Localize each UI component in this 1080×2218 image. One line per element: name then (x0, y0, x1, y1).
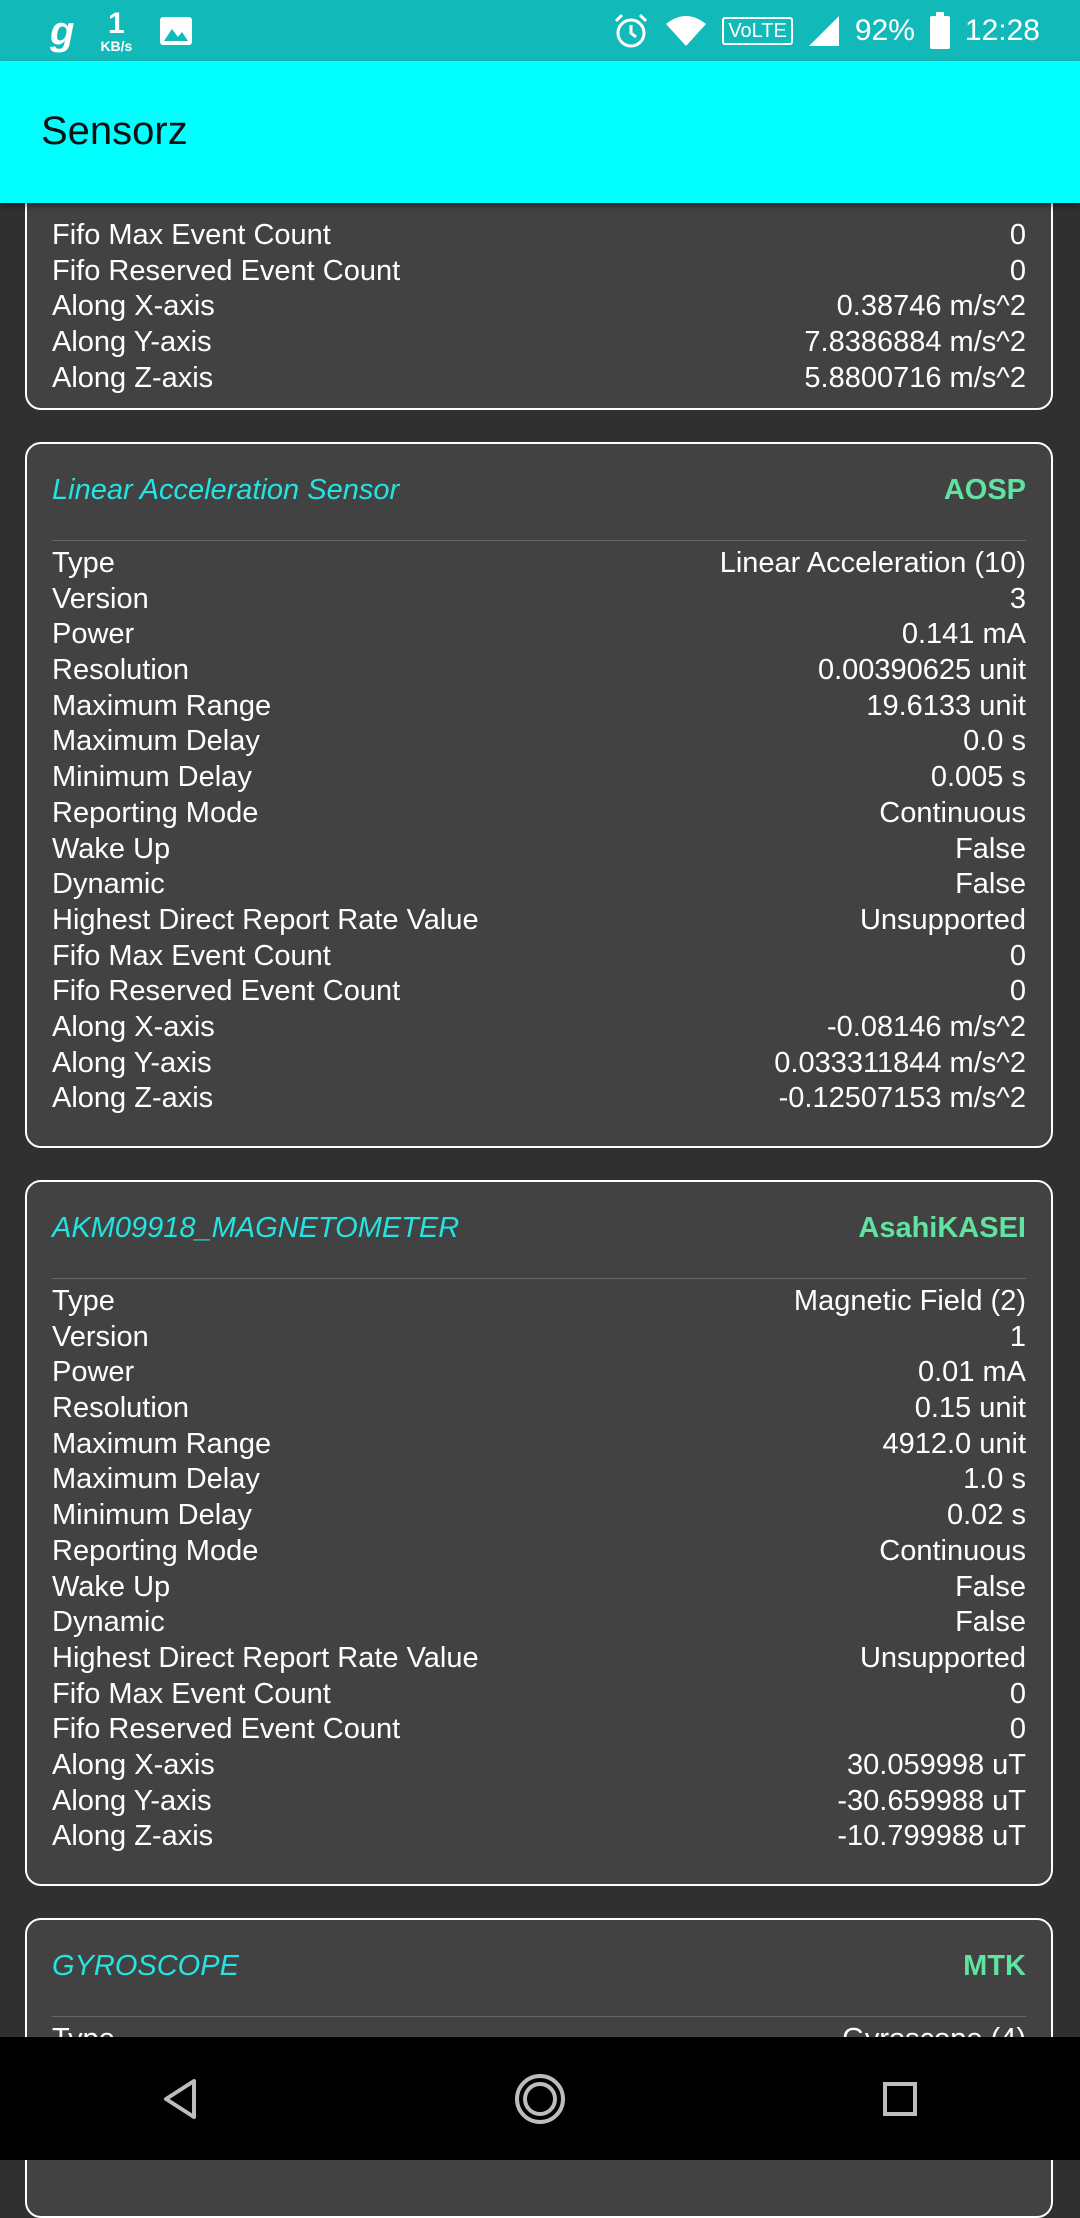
status-bar (0, 0, 1080, 61)
cell-signal-icon (807, 14, 841, 48)
detail-value: Linear Acceleration (10) (719, 547, 1026, 579)
detail-value: 0.0 s (963, 725, 1026, 758)
detail-label: Reporting Mode (52, 1534, 259, 1567)
wifi-icon (664, 14, 708, 48)
sensor-name: Linear Acceleration Sensor (52, 474, 400, 506)
detail-label: Dynamic (52, 868, 165, 901)
detail-label: Dynamic (52, 1606, 165, 1639)
detail-row (52, 974, 1026, 1010)
sensor-card-rows (52, 1284, 1026, 1855)
net-speed (100, 9, 132, 53)
app-bar (0, 61, 1080, 203)
detail-row (52, 1677, 1026, 1713)
detail-value: 0 (1009, 975, 1026, 1008)
detail-value: Continuous (879, 796, 1026, 829)
detail-row (52, 760, 1026, 796)
detail-value: 5.8800716 m/s^2 (804, 361, 1026, 394)
detail-label: Along Z-axis (52, 1820, 214, 1853)
home-button[interactable] (500, 2059, 580, 2139)
detail-row (52, 617, 1026, 653)
battery-percent: 92% (854, 14, 915, 47)
detail-label: Maximum Delay (52, 1463, 260, 1496)
home-circle-icon (513, 2072, 567, 2126)
detail-row (52, 689, 1026, 725)
detail-row (52, 653, 1026, 689)
detail-row (52, 546, 1026, 582)
detail-label: Wake Up (52, 832, 171, 865)
detail-row (52, 254, 1026, 290)
detail-row (52, 1498, 1026, 1534)
recents-button[interactable] (860, 2059, 940, 2139)
detail-label: Along Y-axis (52, 1784, 212, 1817)
detail-label: Type (52, 1285, 115, 1317)
sensor-card-rows (52, 546, 1026, 1117)
detail-label: Along X-axis (52, 1010, 215, 1043)
detail-label: Highest Direct Report Rate Value (52, 903, 479, 936)
detail-value: 0.15 unit (914, 1392, 1026, 1425)
sensor-name: AKM09918_MAGNETOMETER (52, 1212, 460, 1244)
detail-label: Fifo Max Event Count (52, 939, 331, 972)
app-title: Sensorz (41, 109, 188, 153)
sensor-card-header (52, 444, 1026, 541)
detail-label: Version (52, 1320, 149, 1353)
detail-label: Fifo Reserved Event Count (52, 254, 401, 287)
detail-value: 19.6133 unit (866, 689, 1026, 722)
image-icon (158, 15, 194, 47)
detail-row (52, 1784, 1026, 1820)
detail-label: Minimum Delay (52, 761, 252, 794)
sensor-vendor: AsahiKASEI (858, 1212, 1026, 1244)
sensor-card-header (52, 1920, 1026, 2017)
detail-label: Fifo Reserved Event Count (52, 1713, 401, 1746)
detail-value: -0.12507153 m/s^2 (778, 1082, 1026, 1115)
detail-row (52, 218, 1026, 254)
detail-row (52, 1391, 1026, 1427)
detail-label: Power (52, 618, 135, 651)
detail-row (52, 903, 1026, 939)
detail-value: 4912.0 unit (882, 1427, 1026, 1460)
detail-row (52, 582, 1026, 618)
detail-label: Along X-axis (52, 1748, 215, 1781)
detail-row (52, 939, 1026, 975)
detail-value: 30.059998 uT (847, 1748, 1026, 1781)
detail-row (52, 1748, 1026, 1784)
detail-value: Unsupported (859, 1641, 1026, 1674)
detail-row (52, 1010, 1026, 1046)
detail-label: Power (52, 1356, 135, 1389)
detail-value: Magnetic Field (2) (793, 1285, 1026, 1317)
detail-value: False (955, 832, 1026, 865)
detail-row (52, 1641, 1026, 1677)
back-triangle-icon (160, 2077, 200, 2121)
detail-row (52, 1046, 1026, 1082)
detail-value: 1 (1009, 1320, 1026, 1353)
sensor-card-linear-acceleration (25, 442, 1053, 1148)
detail-value: 0.033311844 m/s^2 (774, 1046, 1026, 1079)
detail-row (52, 1284, 1026, 1320)
detail-label: Along Z-axis (52, 361, 214, 394)
detail-label: Minimum Delay (52, 1499, 252, 1532)
detail-label: Highest Direct Report Rate Value (52, 1641, 479, 1674)
detail-value: Unsupported (859, 903, 1026, 936)
detail-row (52, 796, 1026, 832)
sensor-list[interactable] (0, 203, 1080, 2037)
detail-value: 0.02 s (947, 1499, 1026, 1532)
detail-value: Continuous (879, 1534, 1026, 1567)
detail-label: Maximum Range (52, 1427, 272, 1460)
sensor-card-rows (52, 218, 1026, 396)
back-button[interactable] (140, 2059, 220, 2139)
detail-value: 0 (1009, 219, 1026, 251)
sensor-name: GYROSCOPE (52, 1950, 239, 1982)
detail-row (52, 832, 1026, 868)
system-nav-bar (0, 2037, 1080, 2160)
detail-row (52, 867, 1026, 903)
detail-row (52, 289, 1026, 325)
detail-label: Fifo Max Event Count (52, 219, 331, 251)
sensor-vendor: AOSP (943, 474, 1026, 506)
detail-row (52, 1605, 1026, 1641)
detail-label: Wake Up (52, 1570, 171, 1603)
detail-row (52, 1081, 1026, 1117)
detail-value: 0 (1009, 254, 1026, 287)
detail-value: 3 (1009, 582, 1026, 615)
detail-row (52, 1534, 1026, 1570)
detail-label: Resolution (52, 1392, 190, 1425)
detail-row (52, 325, 1026, 361)
recents-square-icon (881, 2080, 919, 2118)
detail-value: 0.38746 m/s^2 (836, 290, 1026, 323)
detail-value: 0 (1009, 1713, 1026, 1746)
detail-label: Type (52, 547, 115, 579)
detail-label: Resolution (52, 654, 190, 687)
detail-label: Fifo Max Event Count (52, 1677, 331, 1710)
detail-row (52, 1427, 1026, 1463)
detail-value: 0 (1009, 939, 1026, 972)
detail-value: -0.08146 m/s^2 (827, 1010, 1026, 1043)
clock: 12:28 (964, 14, 1040, 47)
detail-row (52, 1320, 1026, 1356)
alarm-icon (612, 12, 650, 50)
detail-row (52, 1462, 1026, 1498)
detail-label: Fifo Reserved Event Count (52, 975, 401, 1008)
volte-badge: VoLTE (722, 17, 793, 45)
detail-value: 1.0 s (963, 1463, 1026, 1496)
detail-label: Along Z-axis (52, 1082, 214, 1115)
detail-label: Maximum Range (52, 689, 272, 722)
detail-value: False (955, 868, 1026, 901)
detail-label: Along Y-axis (52, 1046, 212, 1079)
detail-row (52, 1712, 1026, 1748)
detail-row (52, 1355, 1026, 1391)
detail-row (52, 361, 1026, 397)
detail-label: Reporting Mode (52, 796, 259, 829)
detail-value: -10.799988 uT (837, 1820, 1026, 1853)
detail-value: False (955, 1606, 1026, 1639)
detail-value: 0.00390625 unit (817, 654, 1026, 687)
detail-row (52, 724, 1026, 760)
sensor-card-header (52, 1182, 1026, 1279)
detail-value: 0 (1009, 1677, 1026, 1710)
detail-value: 0.005 s (930, 761, 1026, 794)
detail-value: 0.141 mA (901, 618, 1026, 651)
detail-label: Along Y-axis (52, 326, 212, 359)
sensor-vendor: MTK (963, 1950, 1026, 1982)
detail-value: 0.01 mA (918, 1356, 1026, 1389)
detail-value: 7.8386884 m/s^2 (804, 326, 1026, 359)
net-speed-unit: KB/s (100, 38, 133, 54)
detail-label: Version (52, 582, 149, 615)
battery-icon (929, 12, 951, 50)
detail-value: -30.659988 uT (837, 1784, 1026, 1817)
net-speed-value: 1 (108, 7, 125, 40)
detail-row (52, 1819, 1026, 1855)
detail-label: Maximum Delay (52, 725, 260, 758)
detail-value: False (955, 1570, 1026, 1603)
detail-row (52, 1570, 1026, 1606)
detail-label: Along X-axis (52, 290, 215, 323)
app-notification-icon: g (50, 8, 75, 53)
sensor-card-magnetometer (25, 1180, 1053, 1886)
